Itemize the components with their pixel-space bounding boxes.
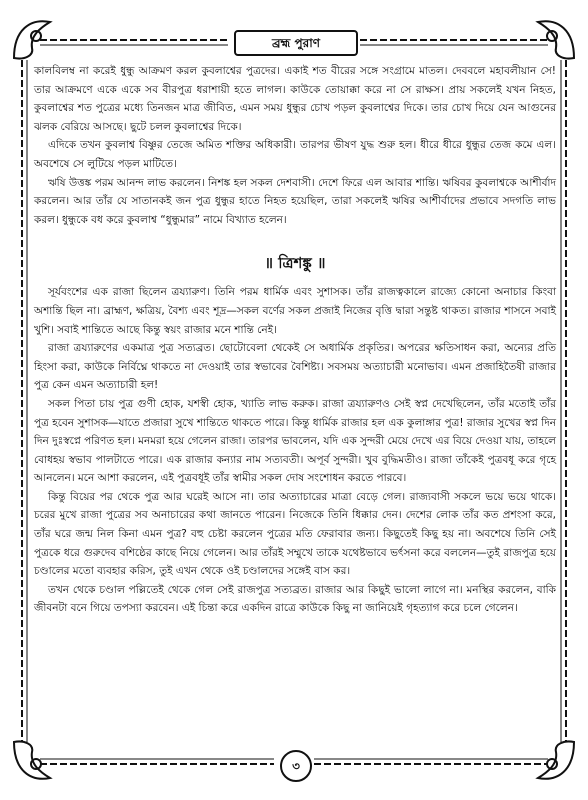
- paragraph: এদিকে তখন কুবলাশ্ব বিষ্ণুর তেজে অমিত শক্তির অধিকারী। তারপর ভীষণ যুদ্ধ শুরু হল। ধীরে ধীরে ধুন্ধুর তেজ কমে এল। অবশেষে সে লুটিয়ে পড়ল মাটিতে।: [34, 139, 556, 170]
- page-content: [34, 62, 556, 618]
- paragraph: কালবিলম্ব না করেই ধুন্ধু আক্রমণ করল কুবলাশ্বের পুত্রদের। একাই শত বীরের সঙ্গে সংগ্রামে মাতল। দেববলে মহাবলীয়ান সে! তার আক্রমণে একে একে সব বীরপুত্র ধরাশায়ী হতে লাগল। কাউকে তোয়াক্কা করে না সে রাক্ষস। প্রায় সকলেই যখন নিহত, কুবলাশ্বের শত পুত্রের মধ্যে তিনজন মাত্র জীবিত, এমন সময় ধুন্ধুর চোখ পড়ল কুবলাশ্বের দিকে। তার চোখ দিয়ে যেন আগুনের ঝলক বেরিয়ে আসছে। ছুটে চলল কুবলাশ্বের দিকে।: [34, 65, 556, 133]
- paragraph: রাজা ত্রয্যারুণের একমাত্র পুত্র সত্যব্রত। ছোটোবেলা থেকেই সে অধার্মিক প্রকৃতির। অপরের ক্ষতিসাধন করা, অন্যের প্রতি হিংসা করা, কাউকে নির্বিঘ্নে থাকতে না দেওয়াই তার স্বভাবের বৈশিষ্ট্য। সবসময় অত্যাচারী মনোভাব। এমন প্রজাহিতৈষী রাজার পুত্র কেন এমন অত্যাচারী হল!: [34, 342, 556, 392]
- section-heading: ॥ ত্রিশঙ্কু ॥: [264, 254, 326, 273]
- paragraph: কিন্তু বিয়ের পর থেকে পুত্র আর ঘরেই আসে না। তার অত্যাচারের মাত্রা বেড়ে গেল। রাজ্যবাসী সকলে ভয়ে ভয়ে থাকে। চরের মুখে রাজা পুত্রের সব অনাচারের কথা জানতে পারেন। নিজেকে তিনি ধিক্কার দেন। দেশের লোক তাঁর কত প্রশংসা করে, তাঁর ঘরে জন্ম নিল কিনা এমন পুত্র? বহু চেষ্টা করলেন পুত্রের মতি ফেরাবার জন্য। কিছুতেই কিছু হয় না। অবশেষে তিনি সেই পুত্রকে ধরে গুরুদেব বশিষ্ঠের কাছে নিয়ে গেলেন। আর তাঁরই সম্মুখে তাকে যথেষ্টভাবে ভর্ৎসনা করে বললেন—তুই রাজপুত্র হয়ে চণ্ডালের মতো ব্যবহার করিস, তুই এখন থেকে ওই চণ্ডালদের সঙ্গেই বাস কর।: [34, 490, 556, 578]
- paragraph: সকল পিতা চায় পুত্র গুণী হোক, যশস্বী হোক, খ্যাতি লাভ করুক। রাজা ত্রয্যারুণও সেই স্বপ্ন দেখেছিলেন, তাঁর মতোই তাঁর পুত্র হবেন সুশাসক—যাতে প্রজারা সুখে শান্তিতে থাকতে পারে। কিন্তু ধার্মিক রাজার হল এক কুলাঙ্গার পুত্র! রাজার সুখের স্বপ্ন দিন দিন দুঃস্বপ্নে পরিণত হল। মনমরা হয়ে গেলেন রাজা। তারপর ভাবলেন, যদি এক সুন্দরী মেয়ে দেখে এর বিয়ে দেওয়া যায়, তাহলে বোধহয় স্বভাব পালটাতে পারে। এক রাজার কন্যার নাম সত্যবতী। অপূর্ব সুন্দরী। খুব বুদ্ধিমতীও। রাজা তাঁকেই পুত্রবধূ করে গৃহে আনলেন। মনে আশা করলেন, এই পুত্রবধূই তাঁর স্বামীর সকল দোষ সংশোধন করতে পারবে।: [34, 397, 556, 485]
- paragraph: সূর্যবংশের এক রাজা ছিলেন ত্রয্যারুণ। তিনি পরম ধার্মিক এবং সুশাসক। তাঁর রাজত্বকালে রাজ্যে কোনো অনাচার কিংবা অশান্তি ছিল না। ব্রাহ্মণ, ক্ষত্রিয়, বৈশ্য এবং শূদ্র—সকল বর্ণের সকল প্রজাই নিজের বৃত্তি দ্বারা সন্তুষ্ট থাকত। রাজার শাসনে সবাই খুশি। সবাই শান্তিতে আছে কিন্তু স্বয়ং রাজার মনে শান্তি নেই।: [34, 286, 556, 336]
- page-header-title: ব্রহ্ম পুরাণ: [234, 30, 358, 56]
- page-number: ৩: [280, 750, 312, 782]
- paragraph: তখন থেকে চণ্ডাল পল্লিতেই থেকে গেল সেই রাজপুত্র সত্যব্রত। রাজার আর কিছুই ভালো লাগে না। মনস্থির করলেন, বাকি জীবনটা বনে গিয়ে তপস্যা করবেন। এই চিন্তা করে একদিন রাত্রে কাউকে কিছু না জানিয়েই গৃহত্যাগ করে চলে গেলেন।: [34, 583, 556, 615]
- paragraph: ঋষি উত্তঙ্ক পরম আনন্দ লাভ করলেন। নিশঙ্ক হল সকল দেশবাসী। দেশে ফিরে এল আবার শান্তি। ঋষিবর কুবলাশ্বকে আশীর্বাদ করলেন। আর তাঁর যে সাতানকই জন পুত্র ধুন্ধুর হাতে নিহত হয়েছিল, তারা সকলেই ঋষির আশীর্বাদের প্রভাবে সদগতি লাভ করল। ধুন্ধুকে বধ করে কুবলাশ্ব “ধুন্ধুমার” নামে বিখ্যাত হলেন।: [34, 176, 556, 226]
